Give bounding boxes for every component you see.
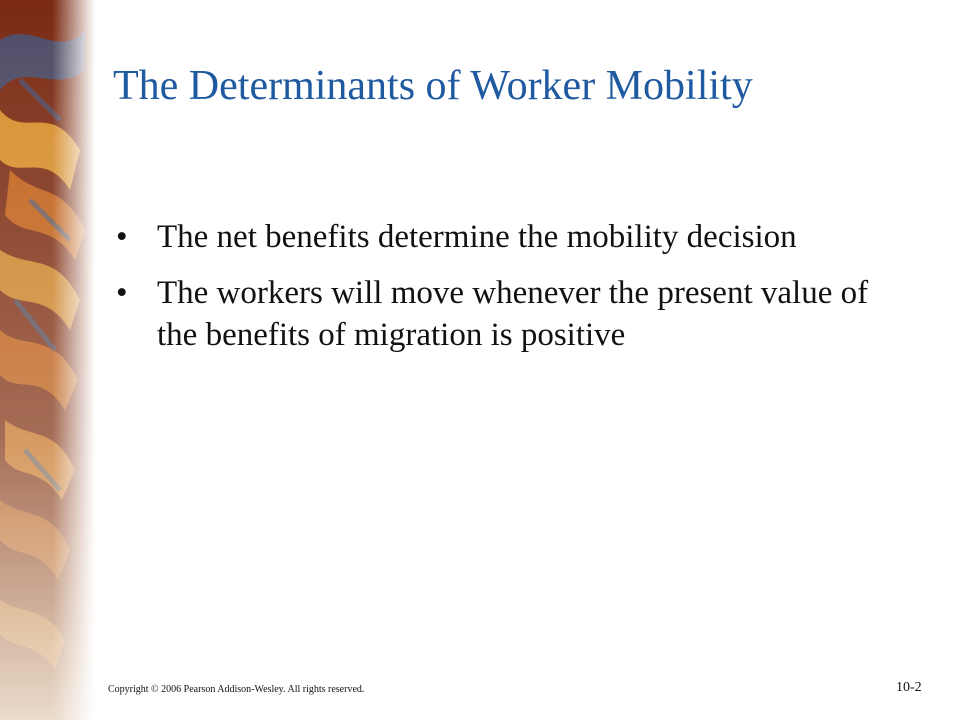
copyright-notice: Copyright © 2006 Pearson Addison-Wesley. All rights reserved. [108, 684, 365, 695]
slide-title: The Determinants of Worker Mobility [113, 63, 753, 109]
bullet-text: The net benefits determine the mobility decision [157, 219, 797, 255]
bullet-mark: • [116, 219, 128, 255]
slide-number: 10-2 [896, 680, 922, 695]
bullet-mark: • [116, 275, 128, 311]
decorative-side-artwork [0, 0, 95, 720]
bullet-item [116, 216, 916, 258]
bullet-list [116, 216, 916, 370]
bullet-text: The workers will move whenever the present value of the benefits of migration is positive [157, 275, 869, 353]
bullet-item [116, 272, 916, 356]
